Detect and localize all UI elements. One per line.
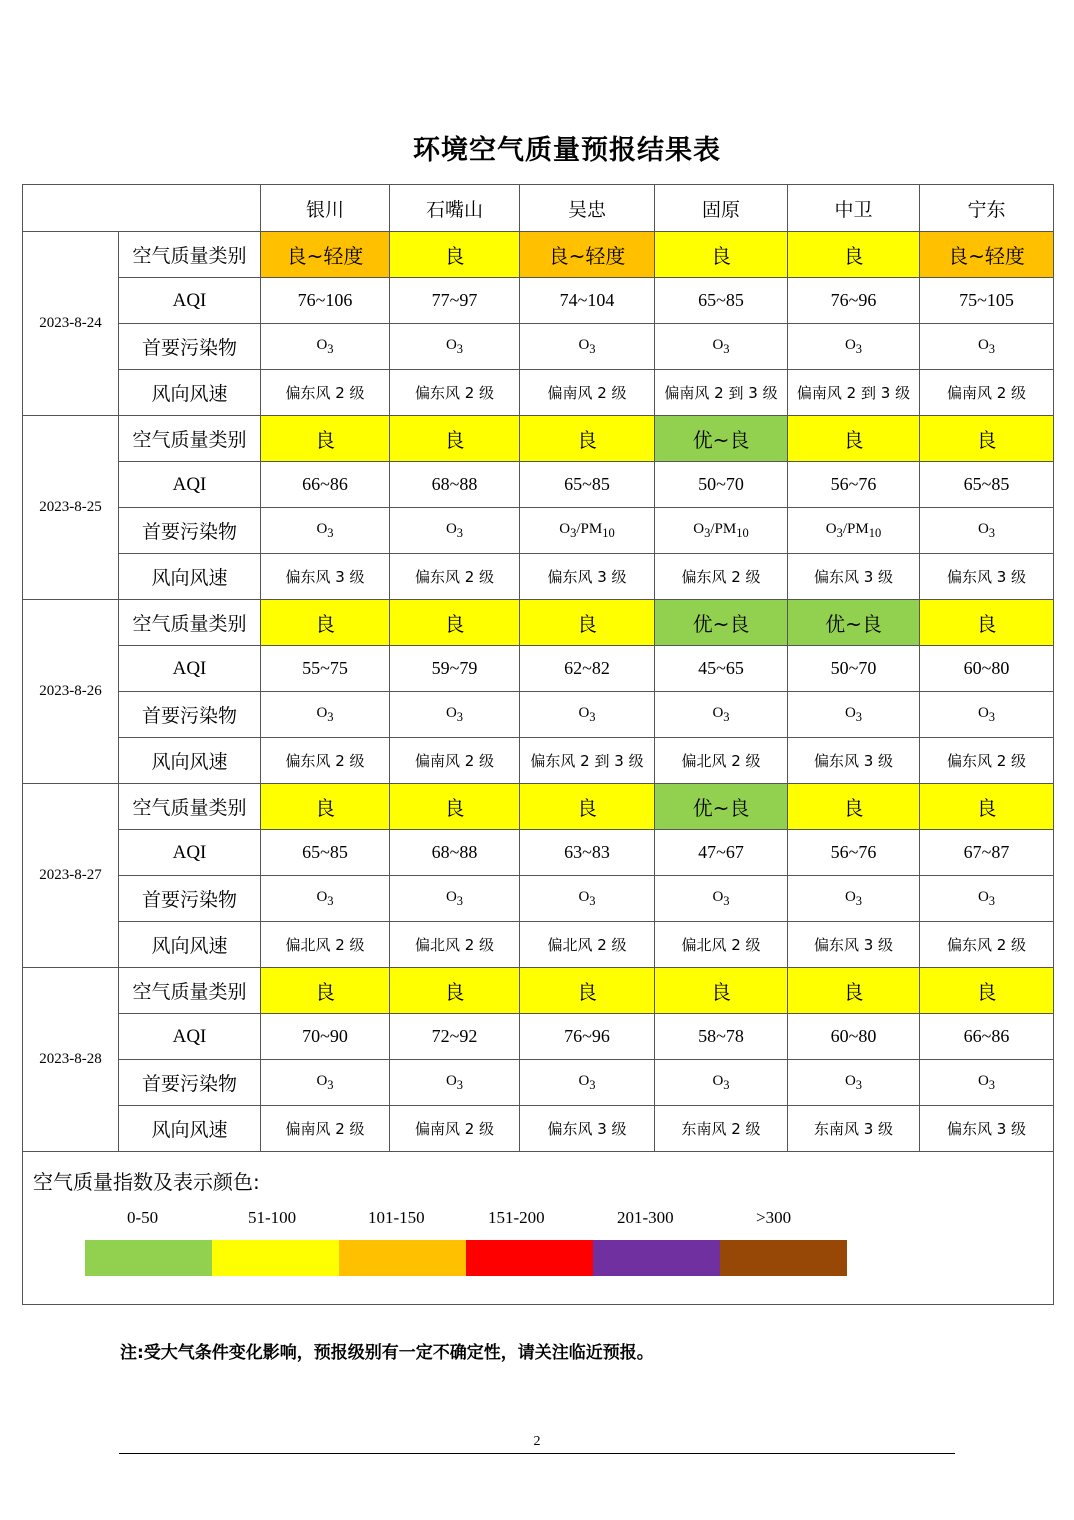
wind-cell: 偏东风 2 级 (655, 554, 788, 600)
category-cell: 良 (920, 416, 1054, 462)
aqi-cell: 65~85 (261, 830, 390, 876)
forecast-row-pollutant (23, 508, 1054, 554)
category-cell: 优~良 (655, 600, 788, 646)
date-cell: 2023-8-25 (23, 416, 119, 600)
aqi-cell: 66~86 (920, 1014, 1054, 1060)
category-cell: 良 (390, 968, 520, 1014)
category-cell: 良 (788, 968, 920, 1014)
pollutant-subscript: 3 (855, 709, 863, 724)
pollutant-subscript: 3 (723, 893, 730, 908)
wind-cell: 偏东风 3 级 (520, 1106, 655, 1152)
aqi-cell: 56~76 (788, 830, 920, 876)
pollutant-cell (788, 324, 920, 370)
category-cell: 良 (261, 968, 390, 1014)
forecast-row-category (23, 968, 1054, 1014)
pollutant-text: O (825, 520, 837, 537)
forecast-row-pollutant (23, 1060, 1054, 1106)
aqi-cell: 76~106 (261, 278, 390, 324)
pollutant-subscript: 3 (589, 341, 596, 356)
row-label-pollutant: 首要污染物 (119, 876, 261, 922)
pollutant-text: O (316, 520, 328, 537)
legend-color-swatch (339, 1240, 466, 1276)
pollutant-cell (261, 876, 390, 922)
legend-range-label: 0-50 (127, 1208, 159, 1227)
aqi-cell: 62~82 (520, 646, 655, 692)
category-cell: 良 (788, 784, 920, 830)
pollutant-cell (920, 508, 1054, 554)
category-cell: 优~良 (655, 416, 788, 462)
category-cell: 良 (390, 232, 520, 278)
forecast-row-wind (23, 370, 1054, 416)
legend-range-label: >300 (756, 1208, 792, 1227)
city-header: 银川 (261, 185, 390, 232)
pollutant-text: O (316, 336, 328, 353)
category-cell: 良~轻度 (261, 232, 390, 278)
forecast-row-category (23, 232, 1054, 278)
pollutant-text: O (693, 520, 705, 537)
pollutant-text: /PM (710, 520, 737, 537)
pollutant-subscript: 3 (327, 525, 334, 540)
row-label-category: 空气质量类别 (119, 232, 261, 278)
wind-cell: 偏东风 2 级 (920, 922, 1054, 968)
pollutant-text: O (445, 336, 457, 353)
category-cell: 良 (390, 784, 520, 830)
pollutant-subscript: 3 (836, 525, 843, 540)
forecast-row-wind (23, 1106, 1054, 1152)
pollutant-text: O (844, 888, 856, 905)
pollutant-cell (520, 692, 655, 738)
legend-color-swatch (212, 1240, 339, 1276)
row-label-pollutant: 首要污染物 (119, 692, 261, 738)
wind-cell: 偏东风 2 级 (390, 370, 520, 416)
forecast-row-pollutant (23, 324, 1054, 370)
row-label-wind: 风向风速 (119, 554, 261, 600)
aqi-cell: 67~87 (920, 830, 1054, 876)
pollutant-text: O (578, 1072, 590, 1089)
pollutant-cell (920, 876, 1054, 922)
legend-color-swatch (466, 1240, 593, 1276)
legend-title: 空气质量指数及表示颜色: (33, 1170, 260, 1194)
wind-cell: 偏北风 2 级 (655, 738, 788, 784)
wind-cell: 偏北风 2 级 (520, 922, 655, 968)
category-cell: 良 (261, 600, 390, 646)
aqi-cell: 58~78 (655, 1014, 788, 1060)
date-cell: 2023-8-26 (23, 600, 119, 784)
wind-cell: 偏东风 2 到 3 级 (520, 738, 655, 784)
pollutant-subscript: 3 (456, 341, 464, 356)
row-label-category: 空气质量类别 (119, 784, 261, 830)
pollutant-text: O (445, 520, 457, 537)
forecast-row-aqi (23, 278, 1054, 324)
aqi-cell: 47~67 (655, 830, 788, 876)
category-cell: 良 (261, 784, 390, 830)
pollutant-subscript: 3 (855, 893, 863, 908)
pollutant-subscript: 3 (988, 893, 996, 908)
pollutant-subscript: 3 (327, 341, 334, 356)
aqi-cell: 70~90 (261, 1014, 390, 1060)
pollutant-subscript: 3 (570, 525, 577, 540)
pollutant-subscript: 3 (704, 525, 711, 540)
pollutant-text: O (712, 1072, 724, 1089)
pollutant-cell (788, 508, 920, 554)
aqi-cell: 59~79 (390, 646, 520, 692)
aqi-cell: 65~85 (520, 462, 655, 508)
wind-cell: 偏南风 2 级 (390, 1106, 520, 1152)
row-label-aqi: AQI (119, 278, 261, 324)
forecast-row-pollutant (23, 876, 1054, 922)
pollutant-subscript: 3 (327, 709, 334, 724)
city-header: 吴忠 (520, 185, 655, 232)
date-cell: 2023-8-28 (23, 968, 119, 1152)
category-cell: 良 (390, 600, 520, 646)
category-cell: 良 (920, 784, 1054, 830)
wind-cell: 东南风 3 级 (788, 1106, 920, 1152)
category-cell: 良 (655, 232, 788, 278)
legend-range-label: 51-100 (248, 1208, 297, 1227)
pollutant-text: O (559, 520, 571, 537)
row-label-pollutant: 首要污染物 (119, 508, 261, 554)
pollutant-cell (390, 692, 520, 738)
pollutant-text: O (445, 1072, 457, 1089)
row-label-wind: 风向风速 (119, 922, 261, 968)
page-number: 2 (533, 1434, 541, 1449)
wind-cell: 偏南风 2 到 3 级 (655, 370, 788, 416)
category-cell: 良~轻度 (920, 232, 1054, 278)
pollutant-cell (261, 1060, 390, 1106)
header-corner (23, 185, 261, 232)
category-cell: 优~良 (655, 784, 788, 830)
pollutant-cell (920, 1060, 1054, 1106)
category-cell: 良 (261, 416, 390, 462)
aqi-cell: 77~97 (390, 278, 520, 324)
legend-range-label: 201-300 (617, 1208, 674, 1227)
forecast-row-wind (23, 922, 1054, 968)
pollutant-text: O (316, 1072, 328, 1089)
pollutant-cell (390, 324, 520, 370)
pollutant-subscript: 3 (456, 1077, 464, 1092)
legend-color-swatch (85, 1240, 212, 1276)
aqi-cell: 74~104 (520, 278, 655, 324)
forecast-row-aqi (23, 462, 1054, 508)
page-title: 环境空气质量预报结果表 (413, 135, 721, 166)
row-label-aqi: AQI (119, 646, 261, 692)
category-cell: 优~良 (788, 600, 920, 646)
pollutant-text: O (578, 336, 590, 353)
forecast-row-aqi (23, 1014, 1054, 1060)
pollutant-subscript: 3 (988, 525, 996, 540)
footnote: 注:受大气条件变化影响，预报级别有一定不确定性，请关注临近预报。 (120, 1343, 654, 1363)
category-cell: 良 (520, 784, 655, 830)
wind-cell: 偏东风 3 级 (788, 922, 920, 968)
wind-cell: 偏东风 3 级 (520, 554, 655, 600)
category-cell: 良 (920, 968, 1054, 1014)
wind-cell: 偏南风 2 级 (261, 1106, 390, 1152)
aqi-cell: 50~70 (788, 646, 920, 692)
pollutant-cell (261, 692, 390, 738)
pollutant-subscript: 3 (723, 709, 730, 724)
pollutant-subscript: 3 (988, 1077, 996, 1092)
pollutant-cell (788, 1060, 920, 1106)
pollutant-text: O (844, 1072, 856, 1089)
pollutant-text: O (445, 888, 457, 905)
aqi-cell: 68~88 (390, 830, 520, 876)
aqi-cell: 76~96 (520, 1014, 655, 1060)
pollutant-text: O (445, 704, 457, 721)
pollutant-subscript: 3 (988, 341, 996, 356)
pollutant-text: O (316, 704, 328, 721)
forecast-row-aqi (23, 830, 1054, 876)
wind-cell: 偏南风 2 级 (520, 370, 655, 416)
pollutant-subscript: 3 (456, 893, 464, 908)
aqi-cell: 56~76 (788, 462, 920, 508)
row-label-category: 空气质量类别 (119, 968, 261, 1014)
pollutant-subscript: 3 (723, 1077, 730, 1092)
aqi-cell: 60~80 (788, 1014, 920, 1060)
pollutant-subscript: 3 (589, 709, 596, 724)
category-cell: 良 (788, 416, 920, 462)
aqi-cell: 60~80 (920, 646, 1054, 692)
category-cell: 良 (520, 416, 655, 462)
wind-cell: 偏东风 2 级 (261, 370, 390, 416)
forecast-row-wind (23, 554, 1054, 600)
pollutant-cell (788, 692, 920, 738)
footer-divider (119, 1453, 955, 1454)
pollutant-subscript: 3 (327, 893, 334, 908)
forecast-table (22, 184, 1054, 1305)
pollutant-text: O (712, 888, 724, 905)
pollutant-subscript: 3 (988, 709, 996, 724)
row-label-wind: 风向风速 (119, 738, 261, 784)
row-label-wind: 风向风速 (119, 370, 261, 416)
pollutant-text: O (844, 704, 856, 721)
pollutant-text: O (977, 1072, 989, 1089)
pollutant-text: O (977, 888, 989, 905)
pollutant-cell (920, 324, 1054, 370)
wind-cell: 东南风 2 级 (655, 1106, 788, 1152)
pollutant-cell (390, 876, 520, 922)
forecast-row-category (23, 416, 1054, 462)
pollutant-cell (520, 876, 655, 922)
pollutant-subscript: 3 (723, 341, 730, 356)
forecast-row-aqi (23, 646, 1054, 692)
pollutant-cell (261, 508, 390, 554)
pollutant-subscript: 3 (855, 1077, 863, 1092)
wind-cell: 偏北风 2 级 (390, 922, 520, 968)
wind-cell: 偏东风 3 级 (788, 554, 920, 600)
pollutant-subscript: 10 (736, 525, 749, 540)
pollutant-text: O (578, 704, 590, 721)
legend-range-label: 101-150 (368, 1208, 425, 1227)
pollutant-text: O (712, 336, 724, 353)
forecast-row-category (23, 600, 1054, 646)
pollutant-text: O (977, 336, 989, 353)
pollutant-text: O (578, 888, 590, 905)
aqi-cell: 65~85 (920, 462, 1054, 508)
category-cell: 良 (390, 416, 520, 462)
wind-cell: 偏北风 2 级 (261, 922, 390, 968)
pollutant-subscript: 3 (456, 525, 464, 540)
wind-cell: 偏东风 3 级 (920, 1106, 1054, 1152)
pollutant-cell (655, 692, 788, 738)
category-cell: 良 (788, 232, 920, 278)
row-label-wind: 风向风速 (119, 1106, 261, 1152)
aqi-cell: 72~92 (390, 1014, 520, 1060)
city-header-row (23, 185, 1054, 232)
pollutant-cell (520, 1060, 655, 1106)
pollutant-cell (520, 508, 655, 554)
aqi-cell: 63~83 (520, 830, 655, 876)
row-label-pollutant: 首要污染物 (119, 324, 261, 370)
wind-cell: 偏东风 2 级 (920, 738, 1054, 784)
pollutant-subscript: 3 (327, 1077, 334, 1092)
date-cell: 2023-8-24 (23, 232, 119, 416)
wind-cell: 偏东风 2 级 (261, 738, 390, 784)
aqi-cell: 66~86 (261, 462, 390, 508)
row-label-pollutant: 首要污染物 (119, 1060, 261, 1106)
category-cell: 良 (920, 600, 1054, 646)
aqi-cell: 55~75 (261, 646, 390, 692)
aqi-cell: 50~70 (655, 462, 788, 508)
pollutant-subscript: 3 (589, 893, 596, 908)
pollutant-cell (390, 1060, 520, 1106)
wind-cell: 偏南风 2 级 (920, 370, 1054, 416)
aqi-cell: 45~65 (655, 646, 788, 692)
aqi-cell: 68~88 (390, 462, 520, 508)
pollutant-subscript: 10 (602, 525, 615, 540)
forecast-row-pollutant (23, 692, 1054, 738)
row-label-category: 空气质量类别 (119, 416, 261, 462)
pollutant-text: O (712, 704, 724, 721)
wind-cell: 偏东风 2 级 (390, 554, 520, 600)
pollutant-cell (390, 508, 520, 554)
pollutant-subscript: 10 (868, 525, 882, 540)
legend-color-swatch (720, 1240, 847, 1276)
category-cell: 良~轻度 (520, 232, 655, 278)
row-label-category: 空气质量类别 (119, 600, 261, 646)
category-cell: 良 (520, 968, 655, 1014)
aqi-cell: 76~96 (788, 278, 920, 324)
pollutant-subscript: 3 (456, 709, 464, 724)
pollutant-cell (788, 876, 920, 922)
city-header: 宁东 (920, 185, 1054, 232)
pollutant-cell (520, 324, 655, 370)
wind-cell: 偏南风 2 到 3 级 (788, 370, 920, 416)
legend-range-label: 151-200 (488, 1208, 545, 1227)
city-header: 固原 (655, 185, 788, 232)
pollutant-cell (655, 324, 788, 370)
wind-cell: 偏东风 3 级 (788, 738, 920, 784)
pollutant-subscript: 3 (855, 341, 863, 356)
wind-cell: 偏东风 3 级 (261, 554, 390, 600)
date-cell: 2023-8-27 (23, 784, 119, 968)
pollutant-cell (655, 1060, 788, 1106)
wind-cell: 偏南风 2 级 (390, 738, 520, 784)
wind-cell: 偏东风 3 级 (920, 554, 1054, 600)
row-label-aqi: AQI (119, 830, 261, 876)
wind-cell: 偏北风 2 级 (655, 922, 788, 968)
forecast-row-category (23, 784, 1054, 830)
aqi-cell: 75~105 (920, 278, 1054, 324)
pollutant-text: O (844, 336, 856, 353)
pollutant-text: O (977, 520, 989, 537)
pollutant-text: /PM (842, 520, 869, 537)
pollutant-text: /PM (576, 520, 603, 537)
pollutant-subscript: 3 (589, 1077, 596, 1092)
category-cell: 良 (520, 600, 655, 646)
pollutant-cell (655, 508, 788, 554)
row-label-aqi: AQI (119, 462, 261, 508)
aqi-cell: 65~85 (655, 278, 788, 324)
pollutant-text: O (977, 704, 989, 721)
legend-color-swatch (593, 1240, 720, 1276)
city-header: 石嘴山 (390, 185, 520, 232)
forecast-row-wind (23, 738, 1054, 784)
pollutant-text: O (316, 888, 328, 905)
city-header: 中卫 (788, 185, 920, 232)
pollutant-cell (261, 324, 390, 370)
pollutant-cell (655, 876, 788, 922)
pollutant-cell (920, 692, 1054, 738)
row-label-aqi: AQI (119, 1014, 261, 1060)
category-cell: 良 (655, 968, 788, 1014)
aqi-legend (23, 1152, 1054, 1305)
